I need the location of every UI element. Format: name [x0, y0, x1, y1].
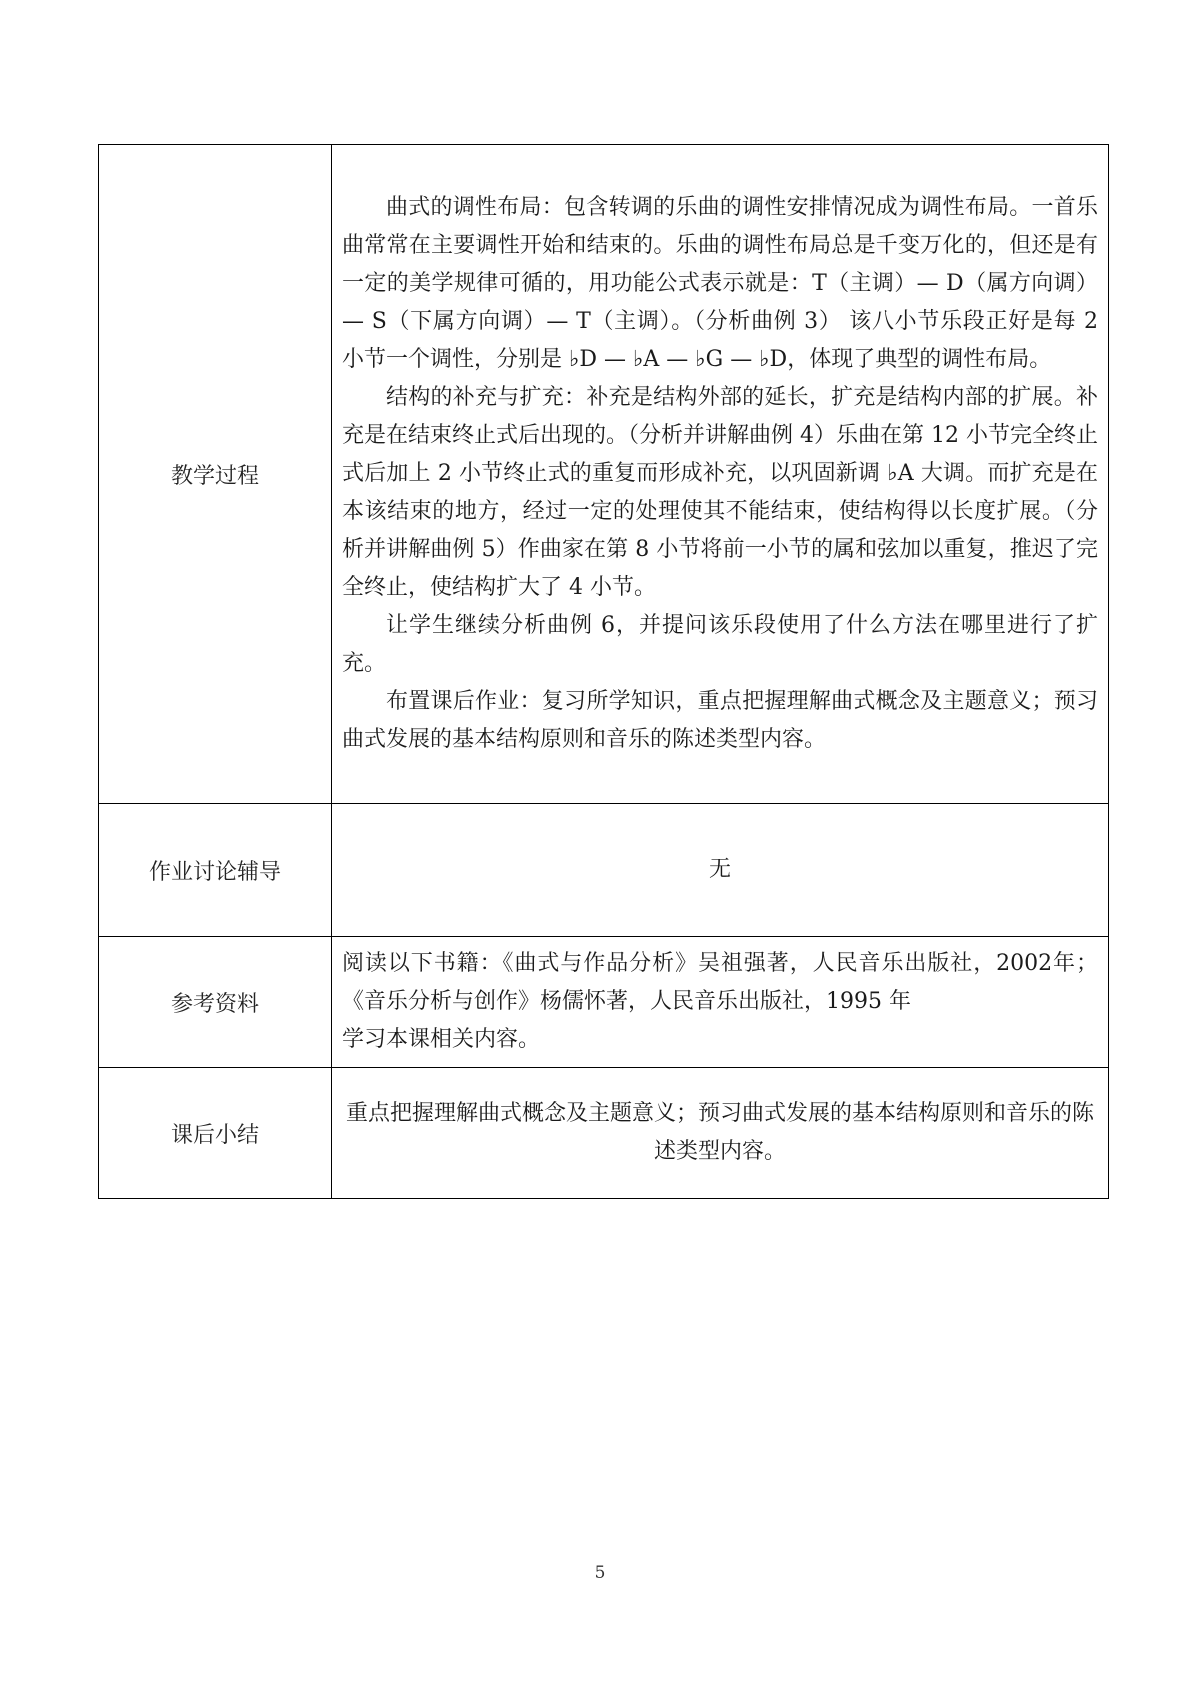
- references-study-note: 学习本课相关内容。: [342, 1027, 541, 1052]
- teaching-process-label: 教学过程: [99, 145, 332, 804]
- references-books: 阅读以下书籍：《曲式与作品分析》吴祖强著，人民音乐出版社，2002年；《音乐分析与创作》杨儒怀著，人民音乐出版社，1995 年: [342, 951, 1098, 1014]
- summary-row: [99, 1068, 1109, 1199]
- references-row: [99, 937, 1109, 1068]
- references-label: 参考资料: [99, 937, 332, 1068]
- teaching-process-row: [99, 145, 1109, 804]
- homework-discussion-label: 作业讨论辅导: [99, 804, 332, 937]
- homework-discussion-row: [99, 804, 1109, 937]
- page-number: 5: [594, 1563, 606, 1583]
- summary-content: 重点把握理解曲式概念及主题意义；预习曲式发展的基本结构原则和音乐的陈述类型内容。: [332, 1068, 1109, 1199]
- paragraph-tonal-layout: 曲式的调性布局：包含转调的乐曲的调性安排情况成为调性布局。一首乐曲常常在主要调性开始和结束的。乐曲的调性布局总是千变万化的，但还是有一定的美学规律可循的，用功能公式表示就是：T（主调）— D（属方向调）— S（下属方向调）— T（主调）。（分析曲例 3） 该八小节乐段正好是每 2 小节一个调性，分别是 ♭D — ♭A — ♭G — ♭D，体现了典型的调性布局。: [342, 195, 1098, 372]
- paragraph-supplement-extension: 结构的补充与扩充：补充是结构外部的延长，扩充是结构内部的扩展。补充是在结束终止式后出现的。（分析并讲解曲例 4）乐曲在第 12 小节完全终止式后加上 2 小节终止式的重复而形成补充，以巩固新调 ♭A 大调。而扩充是在本该结束的地方，经过一定的处理使其不能结束，使结构得以长度扩展。（分析并讲解曲例 5）作曲家在第 8 小节将前一小节的属和弦加以重复，推迟了完全终止，使结构扩大了 4 小节。: [342, 385, 1098, 600]
- paragraph-homework-assignment: 布置课后作业：复习所学知识，重点把握理解曲式概念及主题意义；预习曲式发展的基本结构原则和音乐的陈述类型内容。: [342, 689, 1098, 752]
- lesson-plan-table: [98, 144, 1109, 1199]
- teaching-process-content: [332, 145, 1109, 804]
- paragraph-student-analysis: 让学生继续分析曲例 6，并提问该乐段使用了什么方法在哪里进行了扩充。: [342, 613, 1098, 676]
- summary-label: 课后小结: [99, 1068, 332, 1199]
- homework-discussion-content: 无: [332, 804, 1109, 937]
- references-content: [332, 937, 1109, 1068]
